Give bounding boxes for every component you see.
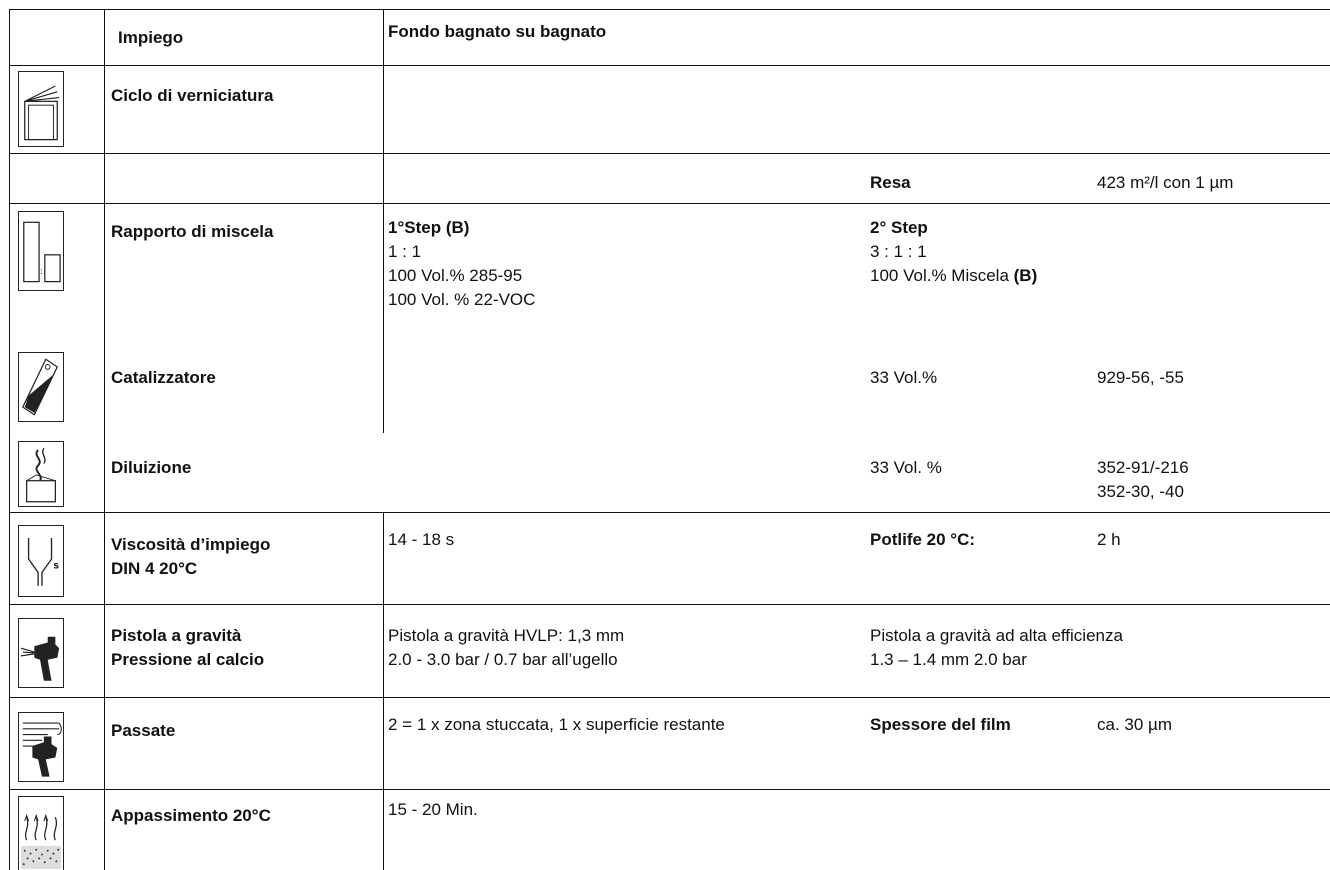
header-value: Fondo bagnato su bagnato — [388, 22, 607, 41]
diluizione-product: 352-30, -40 — [1097, 482, 1184, 501]
film-value: ca. 30 µm — [1097, 715, 1172, 734]
row-divider — [9, 789, 1330, 790]
spray-gun-icon — [18, 618, 64, 688]
spray-coats-icon — [18, 712, 64, 782]
top-border — [9, 9, 1330, 10]
left-border — [9, 9, 10, 870]
thinner-icon — [18, 441, 64, 507]
catalizzatore-label: Catalizzatore — [111, 368, 216, 387]
step2-title: 2° Step — [870, 218, 928, 237]
viscosity-cup-icon — [18, 525, 64, 597]
catalizzatore-product: 929-56, -55 — [1097, 368, 1184, 387]
appassimento-value: 15 - 20 Min. — [388, 800, 478, 819]
step1-line: 1 : 1 — [388, 242, 422, 261]
viscosita-label: Viscosità d’impiego — [111, 535, 271, 554]
row-divider — [9, 203, 1330, 204]
passate-value: 2 = 1 x zona stuccata, 1 x superficie restante — [388, 715, 725, 734]
pistola-hvlp: 2.0 - 3.0 bar / 0.7 bar all’ugello — [388, 650, 618, 669]
row-divider — [9, 512, 1330, 513]
potlife-value: 2 h — [1097, 530, 1121, 549]
row-divider — [9, 65, 1330, 66]
pistola-label: Pistola a gravità — [111, 626, 242, 645]
column-divider — [383, 512, 384, 870]
step2-line — [870, 264, 1037, 287]
hardener-can-icon — [18, 352, 64, 422]
step2-line-bold: (B) — [1013, 266, 1038, 285]
column-divider — [383, 9, 384, 433]
ciclo-label: Ciclo di verniciatura — [111, 86, 274, 105]
pistola-high-eff: Pistola a gravità ad alta efficienza — [870, 626, 1123, 645]
pistola-high-eff: 1.3 – 1.4 mm 2.0 bar — [870, 650, 1027, 669]
header-label: Impiego — [118, 28, 184, 47]
diluizione-product: 352-91/-216 — [1097, 458, 1189, 477]
diluizione-label: Diluizione — [111, 458, 192, 477]
potlife-label: Potlife 20 °C: — [870, 530, 976, 549]
film-label: Spessore del film — [870, 715, 1011, 734]
column-divider — [104, 9, 105, 870]
svg-text:s: s — [53, 560, 60, 572]
diluizione-amount: 33 Vol. % — [870, 458, 942, 477]
passate-label: Passate — [111, 721, 176, 740]
rapporto-label: Rapporto di miscela — [111, 222, 274, 241]
step2-line-text: 100 Vol.% Miscela — [870, 266, 1014, 285]
row-divider — [9, 604, 1330, 605]
step2-line: 3 : 1 : 1 — [870, 242, 927, 261]
catalizzatore-amount: 33 Vol.% — [870, 368, 938, 387]
row-divider — [9, 697, 1330, 698]
viscosita-label: DIN 4 20°C — [111, 559, 198, 578]
svg-text::: : — [40, 266, 43, 277]
step1-line: 100 Vol. % 22-VOC — [388, 290, 536, 309]
resa-label: Resa — [870, 173, 911, 192]
paint-layers-icon — [18, 71, 64, 147]
resa-value: 423 m²/l con 1 µm — [1097, 173, 1234, 192]
appassimento-label: Appassimento 20°C — [111, 806, 271, 825]
flash-off-icon — [18, 796, 64, 870]
step1-title: 1°Step (B) — [388, 218, 470, 237]
mixing-ratio-icon — [18, 211, 64, 291]
viscosita-value: 14 - 18 s — [388, 530, 455, 549]
step1-line: 100 Vol.% 285-95 — [388, 266, 523, 285]
pistola-label: Pressione al calcio — [111, 650, 265, 669]
row-divider — [9, 153, 1330, 154]
pistola-hvlp: Pistola a gravità HVLP: 1,3 mm — [388, 626, 625, 645]
